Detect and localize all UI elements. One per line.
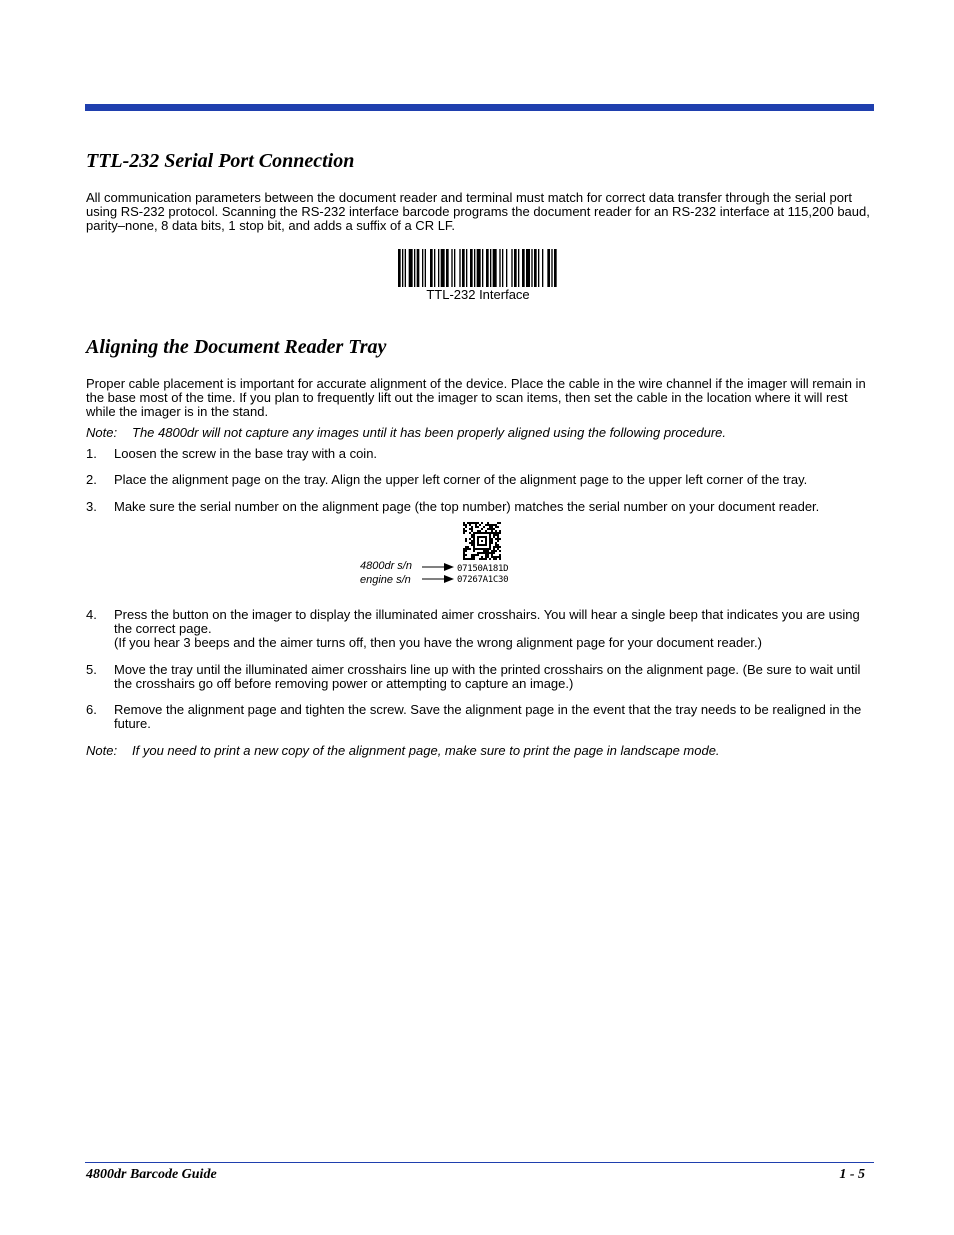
serial-number-engine: 07267A1C30 xyxy=(457,575,509,585)
alignment-qr-code-icon xyxy=(463,522,501,560)
footer-rule xyxy=(85,1162,874,1163)
step-number: 4. xyxy=(86,607,97,622)
list-item xyxy=(86,447,870,461)
step-number: 3. xyxy=(86,499,97,514)
step-number: 1. xyxy=(86,446,97,461)
step-text: Make sure the serial number on the alignment page (the top number) matches the serial number on your document reader. xyxy=(114,499,820,514)
aligning-paragraph: Proper cable placement is important for accurate alignment of the device. Place the cable in the wire channel if the imager will remain in the base most of the time. If you plan to frequently lift out the imager to scan items, then set the cable in the location where it will rest while the imager is in the stand. xyxy=(86,376,866,419)
step-number: 6. xyxy=(86,702,97,717)
note-text: If you need to print a new copy of the alignment page, make sure to print the page in landscape mode. xyxy=(132,743,720,758)
section-heading-ttl-232: TTL-232 Serial Port Connection xyxy=(86,150,355,172)
ttl-232-paragraph: All communication parameters between the document reader and terminal must match for correct data transfer through the serial port using RS-232 protocol. Scanning the RS-232 interface barcode programs the document reader for an RS-232 interface at 115,200 baud, parity–none, 8 data bits, 1 stop bit, and adds a suffix of a CR LF. xyxy=(86,190,870,233)
list-item xyxy=(86,608,870,650)
ttl-232-barcode[interactable] xyxy=(398,249,558,287)
note-label: Note: xyxy=(86,743,118,758)
arrow-right-icon xyxy=(422,563,454,571)
list-item xyxy=(86,663,870,691)
step-text: Remove the alignment page and tighten the screw. Save the alignment page in the event that the tray needs to be realigned in the future. xyxy=(114,702,862,731)
step-text: Loosen the screw in the base tray with a coin. xyxy=(114,446,378,461)
label-engine-sn: engine s/n xyxy=(360,574,411,586)
step-text: Place the alignment page on the tray. Align the upper left corner of the alignment page to the upper left corner of the tray. xyxy=(114,472,808,487)
list-item xyxy=(86,703,870,731)
note-landscape xyxy=(86,744,870,758)
serial-number-4800dr: 07150A181D xyxy=(457,564,509,574)
note-text: The 4800dr will not capture any images until it has been properly aligned using the following procedure. xyxy=(132,425,727,440)
step-number: 2. xyxy=(86,472,97,487)
list-item xyxy=(86,500,870,514)
step-number: 5. xyxy=(86,662,97,677)
label-4800dr-sn: 4800dr s/n xyxy=(360,560,412,572)
list-item xyxy=(86,473,870,487)
header-rule xyxy=(85,104,874,111)
note-capture xyxy=(86,426,870,440)
step-text: Move the tray until the illuminated aimer crosshairs line up with the printed crosshairs on the alignment page. (Be sure to wait until the crosshairs go off before removing power or attempting to capture an image.) xyxy=(114,662,861,691)
page-number: 1 - 5 xyxy=(839,1167,865,1182)
section-heading-aligning: Aligning the Document Reader Tray xyxy=(86,336,387,358)
arrow-right-icon xyxy=(422,575,454,583)
step-text-secondary: (If you hear 3 beeps and the aimer turns off, then you have the wrong alignment page for your document reader.) xyxy=(114,635,762,650)
note-label: Note: xyxy=(86,425,118,440)
barcode-caption: TTL-232 Interface xyxy=(426,287,530,302)
footer-title: 4800dr Barcode Guide xyxy=(86,1167,217,1182)
step-text: Press the button on the imager to display the illuminated aimer crosshairs. You will hear a single beep that indicates you are using the correct page. xyxy=(114,607,860,636)
